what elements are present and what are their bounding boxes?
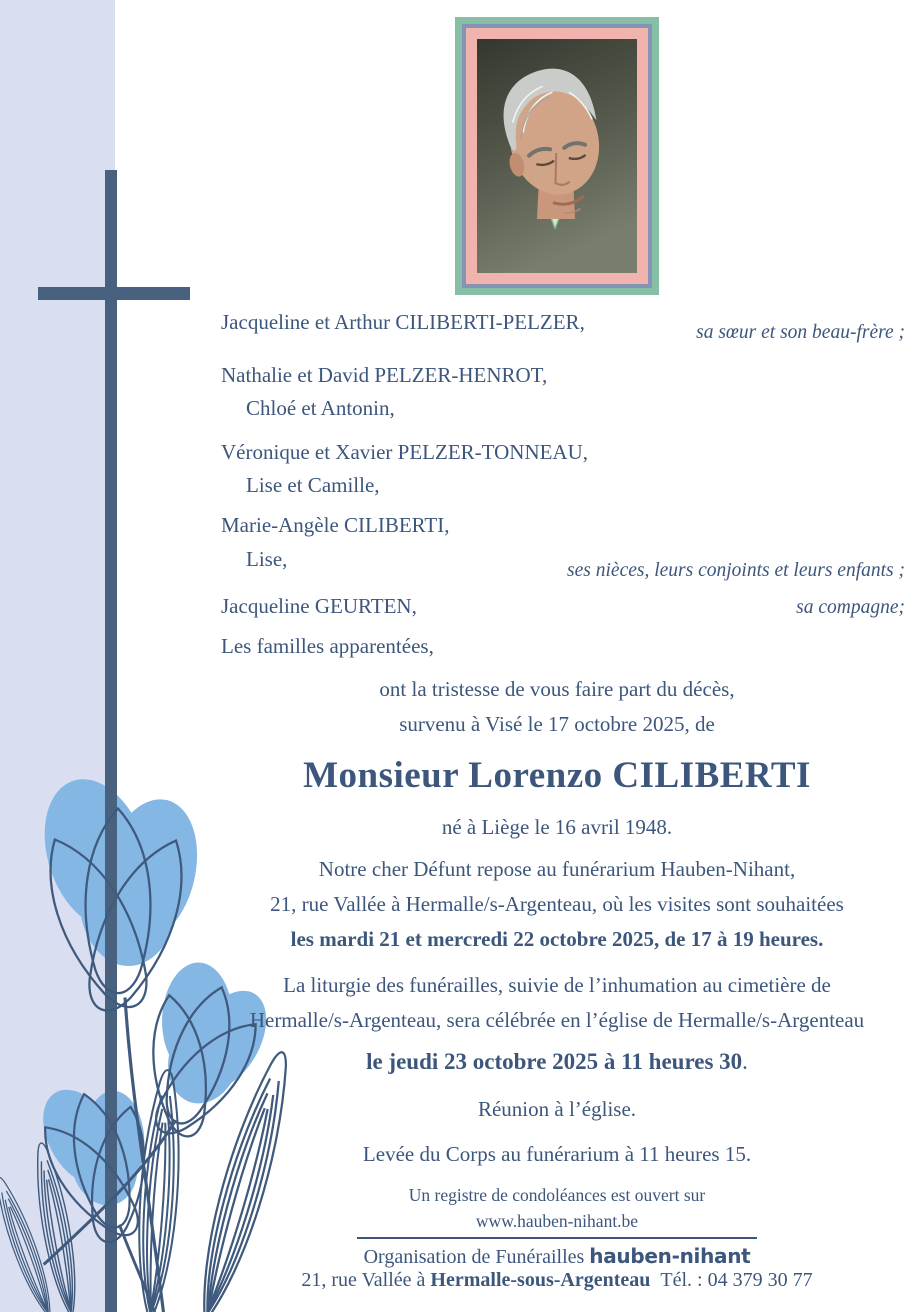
footer-brand: hauben-nihant [589, 1244, 751, 1268]
frame-mat [466, 28, 648, 284]
visitation-line-2: 21, rue Vallée à Hermalle/s-Argenteau, où les visites sont souhaitées [270, 892, 844, 916]
portrait-photo-frame [455, 17, 659, 295]
family-line: Marie-Angèle CILIBERTI, [221, 513, 450, 537]
relation-nieces: ses nièces, leurs conjoints et leurs enfants ; [567, 560, 905, 581]
leaves-icon [0, 1047, 302, 1312]
family-line: Chloé et Antonin, [246, 396, 395, 420]
meeting-line: Réunion à l’église. [477, 1097, 637, 1121]
family-line: Nathalie et David PELZER-HENROT, [221, 363, 548, 387]
announcement-line-2: survenu à Visé le 17 octobre 2025, de [399, 712, 715, 736]
flower-blobs [23, 766, 291, 1220]
funeral-line-1: La liturgie des funérailles, suivie de l’inhumation au cimetière de [283, 973, 831, 997]
website-text: www.hauben-nihant.be [475, 1211, 639, 1231]
family-line: Jacqueline et Arthur CILIBERTI-PELZER, [221, 310, 585, 334]
deceased-name: Monsieur Lorenzo CILIBERTI [303, 755, 811, 796]
footer-org-line [364, 1245, 751, 1268]
funeral-line-2: Hermalle/s-Argenteau, sera célébrée en l’église de Hermalle/s-Argenteau [249, 1008, 865, 1032]
footer-address-line [301, 1269, 812, 1291]
family-line: Véronique et Xavier PELZER-TONNEAU, [221, 440, 589, 464]
footer-address-prefix: 21, rue Vallée à [301, 1269, 431, 1291]
announcement-line-1: ont la tristesse de vous faire part du décès, [379, 677, 735, 701]
relation-partner: sa compagne; [796, 597, 905, 618]
visitation-dates: les mardi 21 et mercredi 22 octobre 2025, de 17 à 19 heures. [290, 927, 824, 951]
relation-sister: sa sœur et son beau-frère ; [696, 322, 905, 343]
funeral-date-bold: le jeudi 23 octobre 2025 à 11 heures 30 [366, 1049, 743, 1074]
family-line: Jacqueline GEURTEN, [221, 594, 417, 618]
footer-address-bold: Hermalle-sous-Argenteau [430, 1269, 651, 1291]
levee-line: Levée du Corps au funérarium à 11 heures 15. [362, 1142, 752, 1166]
birth-line: né à Liège le 16 avril 1948. [441, 815, 673, 839]
visitation-line-1: Notre cher Défunt repose au funérarium Hauben-Nihant, [318, 857, 796, 881]
portrait-photo [477, 39, 637, 273]
footer-phone: Tél. : 04 379 30 77 [660, 1269, 813, 1291]
register-line: Un registre de condoléances est ouvert sur [408, 1185, 706, 1205]
funeral-date [366, 1049, 748, 1074]
family-line: Les familles apparentées, [221, 634, 434, 658]
family-line: Lise et Camille, [246, 473, 380, 497]
family-line: Lise, [246, 547, 288, 571]
footer-org-prefix: Organisation de Funérailles [363, 1246, 590, 1268]
frame-inner-border [462, 24, 652, 288]
divider-line [357, 1237, 757, 1239]
funeral-date-suffix: . [742, 1049, 748, 1074]
